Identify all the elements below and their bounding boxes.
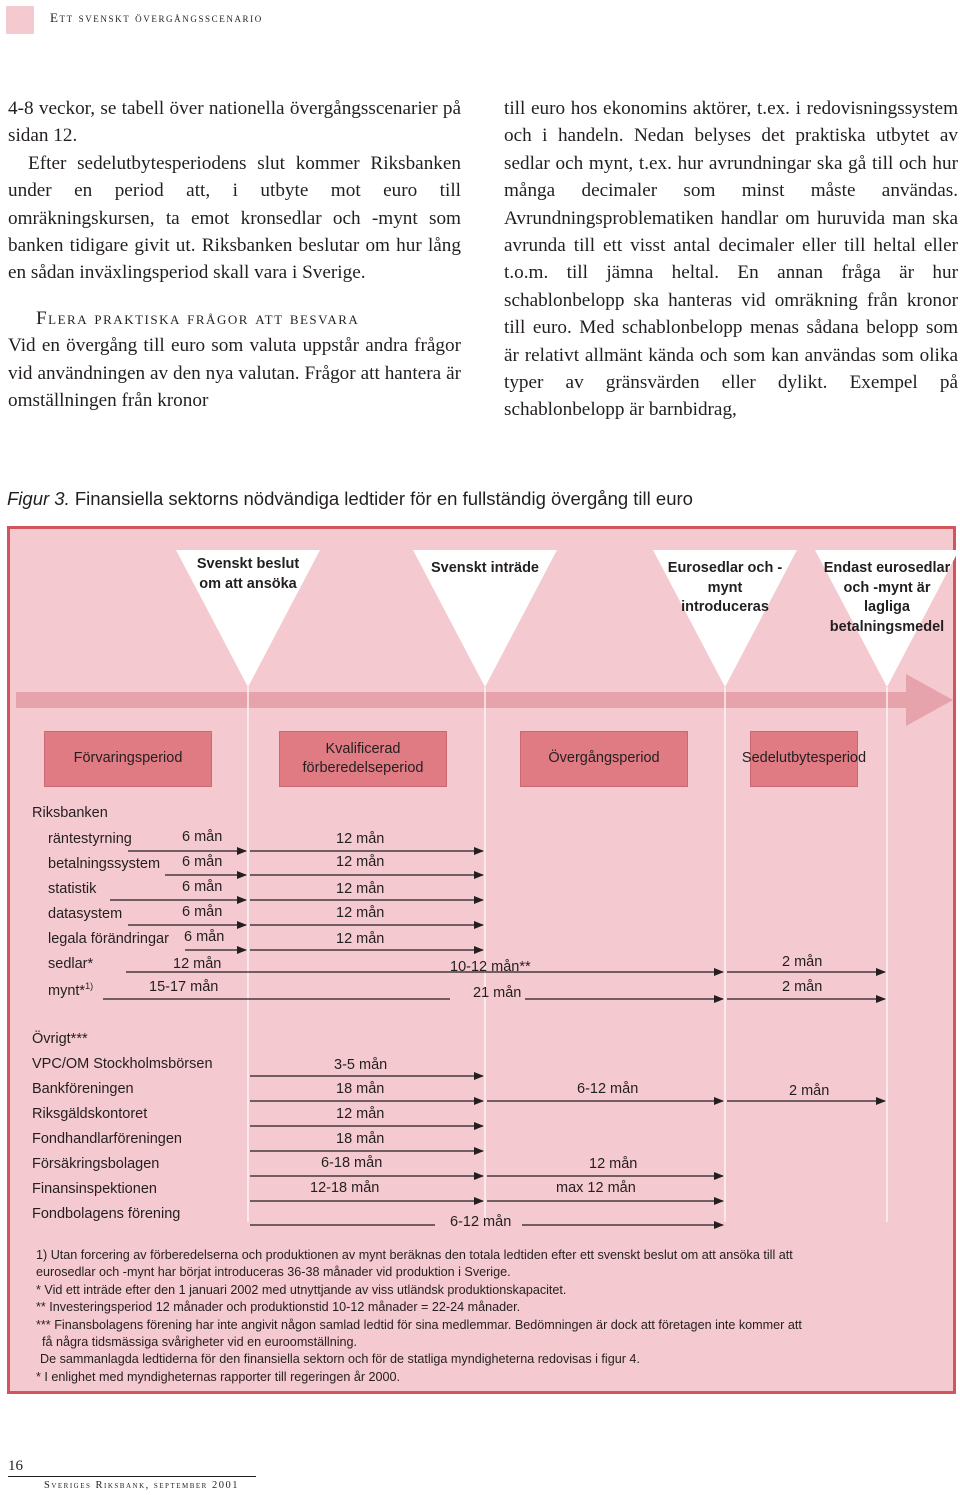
duration-label: 2 mån — [789, 1083, 830, 1099]
row-label: sedlar* — [48, 956, 94, 972]
row-label: datasystem — [48, 906, 123, 922]
duration-label: 12 mån — [336, 905, 385, 921]
duration-label: 12 mån — [336, 1106, 385, 1122]
duration-label: 6 mån — [184, 929, 225, 945]
figure-title — [7, 488, 693, 510]
duration-label: 12 mån — [589, 1156, 638, 1172]
milestone-only-euro: Endast eurosedlar och -mynt är lagliga betalningsmedel — [823, 560, 951, 635]
duration-label: 6-18 mån — [321, 1155, 383, 1171]
row-label: VPC/OM Stockholmsbörsen — [32, 1056, 213, 1072]
duration-label: 6 mån — [182, 879, 223, 895]
left-paragraph-1: 4-8 veckor, se tabell över nationella övergångsscenarier på sidan 12. — [8, 98, 461, 147]
duration-label: 12-18 mån — [310, 1180, 380, 1196]
duration-label: 6 mån — [182, 854, 223, 870]
milestone-introduction: Eurosedlar och -mynt introduceras — [667, 560, 783, 615]
timeline-figure — [7, 526, 956, 1394]
duration-label: 6 mån — [182, 904, 223, 920]
row-label: statistik — [48, 881, 97, 897]
period-transition — [520, 731, 688, 787]
note-line: De sammanlagda ledtiderna för den finansiella sektorn och för de statliga myndigheterna redovisas i figur 4. — [40, 1352, 640, 1367]
duration-label: 15-17 mån — [149, 979, 219, 995]
milestone-decision: Svenskt beslut om att ansöka — [196, 556, 300, 592]
duration-label: 6 mån — [182, 829, 223, 845]
period-storage-label: Förvaringsperiod — [73, 750, 183, 767]
mynt-label: mynt* — [48, 982, 86, 999]
figure-caption: Finansiella sektorns nödvändiga ledtider för en fullständig övergång till euro — [74, 488, 693, 509]
left-paragraph-2: Efter sedelutbytesperiodens slut kommer Riksbanken under en period att, i utbyte mot euro till omräkningskursen, ta emot kronsedlar och -mynt som banken tidigare givit ut. Riksbanken beslutar om hur lång en sådan inväxlingsperiod skall vara i Sverige. — [8, 152, 461, 284]
note-line: *** Finansbolagens förening har inte angivit någon samlad ledtid för sina medlemmar. Bedömningen är dock att företagen inte kommer att — [36, 1317, 802, 1332]
row-label: Fondhandlarföreningen — [32, 1131, 182, 1147]
note-line: * Vid ett inträde efter den 1 januari 2002 med utnyttjande av viss utländsk produktionskapacitet. — [36, 1282, 567, 1297]
note-line: eurosedlar och -mynt har börjat introduceras 36-38 månader vid produktion i Sverige. — [36, 1265, 511, 1280]
row-label: Fondbolagens förening — [32, 1206, 181, 1222]
right-column — [504, 95, 958, 424]
timeline-arrow-head — [906, 674, 953, 726]
duration-label: 21 mån — [473, 985, 522, 1001]
riksbanken-heading: Riksbanken — [32, 805, 108, 821]
duration-label: 18 mån — [336, 1131, 385, 1147]
duration-label: 2 mån — [782, 979, 823, 995]
footer-rule — [8, 1476, 256, 1477]
duration-label: 12 mån — [336, 931, 385, 947]
duration-label: 6-12 mån — [450, 1214, 512, 1230]
left-paragraph-3: Vid en övergång till euro som valuta uppstår andra frågor vid användningen av den nya valutan. Frågor att hantera är omställningen från kronor — [8, 335, 461, 412]
row-label: Bankföreningen — [32, 1081, 134, 1097]
period-exchange — [741, 731, 867, 787]
duration-label: max 12 mån — [556, 1180, 636, 1196]
row-label: räntestyrning — [48, 831, 132, 847]
header-color-block — [6, 6, 34, 34]
row-label: betalningssystem — [48, 856, 161, 872]
running-header: Ett svenskt övergångsscenario — [50, 10, 263, 25]
period-transition-label: Övergångsperiod — [548, 750, 660, 767]
period-preparation — [279, 731, 447, 787]
duration-label: 6-12 mån — [577, 1081, 639, 1097]
footnote-marker: 1) — [85, 981, 94, 991]
note-line: 1) Utan forcering av förberedelserna och produktionen av mynt beräknas den totala ledtiden efter ett svenskt beslut om att ansöka till att — [36, 1248, 793, 1262]
duration-label: 12 mån — [336, 831, 385, 847]
period-preparation-label: Kvalificerad förberedelseperiod — [302, 740, 424, 776]
note-line: få några tidsmässiga svårigheter vid en euroomställning. — [42, 1335, 358, 1350]
duration-label: 10-12 mån** — [450, 959, 531, 975]
period-exchange-label: Sedelutbytesperiod — [741, 750, 867, 767]
left-column — [8, 95, 461, 414]
milestone-entry: Svenskt inträde — [431, 560, 539, 576]
row-label: Riksgäldskontoret — [32, 1106, 148, 1122]
page-number: 16 — [8, 1458, 23, 1474]
figure-notes — [36, 1247, 936, 1386]
section-subheading: Flera praktiska frågor att besvara — [36, 307, 360, 329]
right-paragraph-1: till euro hos ekonomins aktörer, t.ex. i redovisningssystem och i handeln. Nedan belyses det praktiska utbytet av sedlar och mynt, t.ex. hur avrundningar ska gå till och hur många decimaler som minst måste användas. Avrundningsproblematiken handlar om huruvida man ska avrunda till ett visst antal decimaler eller till heltal eller t.o.m. till jämna heltal. En annan fråga är hur schablonbelopp ska hanteras vid omräkning från kronor till euro. Med schablonbelopp menas sådana belopp som är relativt allmänt kända och som kan användas som olika typer av gränsvärden eller dylikt. Exempel på schablonbelopp är barnbidrag, — [504, 98, 958, 421]
period-storage — [44, 731, 212, 787]
duration-label: 18 mån — [336, 1081, 385, 1097]
note-line: * I enlighet med myndigheternas rapporter till regeringen år 2000. — [36, 1369, 401, 1384]
duration-label: 12 mån — [173, 956, 222, 972]
row-label — [48, 981, 93, 999]
row-label: Försäkringsbolagen — [32, 1156, 160, 1172]
duration-label: 12 mån — [336, 854, 385, 870]
figure-label: Figur 3. — [7, 488, 70, 509]
row-label: Finansinspektionen — [32, 1181, 157, 1197]
note-line: ** Investeringsperiod 12 månader och produktionstid 10-12 månader = 22-24 månader. — [36, 1300, 521, 1315]
ovrigt-heading: Övrigt*** — [32, 1031, 88, 1047]
publication-footer: Sveriges Riksbank, september 2001 — [44, 1480, 239, 1491]
duration-label: 12 mån — [336, 881, 385, 897]
duration-label: 2 mån — [782, 954, 823, 970]
row-label: legala förändringar — [48, 931, 169, 947]
duration-label: 3-5 mån — [334, 1057, 388, 1073]
timeline-arrow-shaft — [16, 692, 906, 708]
